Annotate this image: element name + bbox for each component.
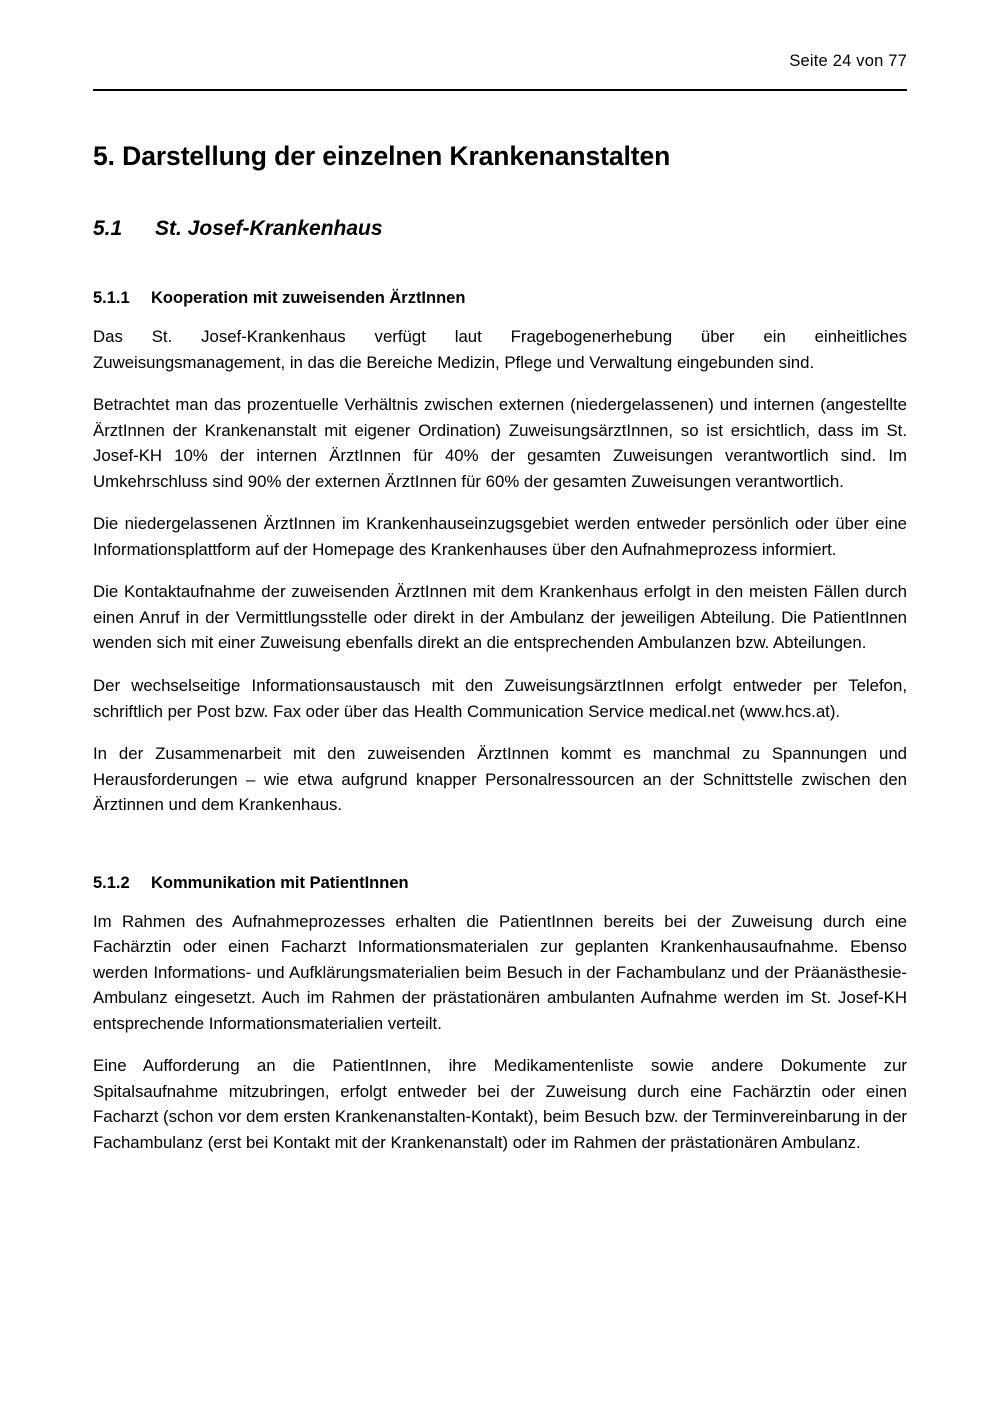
subsection-heading-512 bbox=[93, 874, 907, 893]
paragraph: Eine Aufforderung an die PatientInnen, ihre Medikamentenliste sowie andere Dokumente zur Spitalsaufnahme mitzubringen, erfolgt entweder bei der Zuweisung durch eine Fachärztin oder einen Facharzt (schon vor dem ersten Krankenanstalten-Kontakt), beim Besuch bzw. der Terminvereinbarung in der Fachambulanz (erst bei Kontakt mit der Krankenanstalt) oder im Rahmen der prästationären Ambulanz. bbox=[93, 1056, 907, 1152]
chapter-heading: 5. Darstellung der einzelnen Krankenanstalten bbox=[93, 141, 671, 171]
document-body bbox=[93, 140, 907, 1155]
paragraph: Die Kontaktaufnahme der zuweisenden ÄrztInnen mit dem Krankenhaus erfolgt in den meisten Fällen durch einen Anruf in der Vermittlungsstelle oder direkt in der Ambulanz der jeweiligen Abteilung. Die PatientInnen wenden sich mit einer Zuweisung ebenfalls direkt an die entsprechenden Ambulanzen bzw. Abteilungen. bbox=[93, 582, 907, 653]
section-number: 5.1 bbox=[93, 217, 123, 241]
header-divider bbox=[93, 89, 907, 91]
paragraph: Der wechselseitige Informationsaustausch mit den ZuweisungsärztInnen erfolgt entweder per Telefon, schriftlich per Post bzw. Fax oder über das Health Communication Service medical.net (www.hcs.at). bbox=[93, 675, 907, 721]
paragraph: Im Rahmen des Aufnahmeprozesses erhalten die PatientInnen bereits bei der Zuweisung durch eine Fachärztin oder einen Facharzt Informationsmaterialen zur geplanten Krankenhausaufnahme. Ebenso werden Informations- und Aufklärungsmaterialien beim Besuch in der Fachambulanz und der Präanästhesie-Ambulanz eingesetzt. Auch im Rahmen der prästationären ambulanten Aufnahme werden im St. Josef-KH entsprechende Informationsmaterialien verteilt. bbox=[93, 911, 907, 1033]
section-heading bbox=[93, 217, 907, 241]
paragraph: Das St. Josef-Krankenhaus verfügt laut Fragebogenerhebung über ein einheitliches Zuweisungsmanagement, in das die Bereiche Medizin, Pflege und Verwaltung eingebunden sind. bbox=[93, 327, 907, 372]
page-number-label: Seite 24 von 77 bbox=[789, 52, 907, 70]
paragraph: In der Zusammenarbeit mit den zuweisenden ÄrztInnen kommt es manchmal zu Spannungen und Herausforderungen – wie etwa aufgrund knapper Personalressourcen an der Schnittstelle zwischen den Ärztinnen und dem Krankenhaus. bbox=[93, 744, 907, 815]
section-title-text: St. Josef-Krankenhaus bbox=[155, 217, 383, 241]
subsection-number-511: 5.1.1 bbox=[93, 289, 130, 308]
page-header bbox=[93, 52, 907, 78]
subsection-number-512: 5.1.2 bbox=[93, 873, 130, 892]
subsection-heading-511 bbox=[93, 289, 907, 308]
subsection-title-511: Kooperation mit zuweisenden ÄrztInnen bbox=[151, 289, 466, 308]
paragraph: Die niedergelassenen ÄrztInnen im Krankenhauseinzugsgebiet werden entweder persönlich oder über eine Informationsplattform auf der Homepage des Krankenhauses über den Aufnahmeprozess informiert. bbox=[93, 514, 907, 559]
subsection-title-512: Kommunikation mit PatientInnen bbox=[151, 873, 409, 892]
paragraph: Betrachtet man das prozentuelle Verhältnis zwischen externen (niedergelassenen) und internen (angestellte ÄrztInnen der Krankenanstalt mit eigener Ordination) ZuweisungsärztInnen, so ist ersichtlich, dass im St. Josef-KH 10% der internen ÄrztInnen für 40% der gesamten Zuweisungen verantwortlich sind. Im Umkehrschluss sind 90% der externen ÄrztInnen für 60% der gesamten Zuweisungen verantwortlich. bbox=[93, 395, 907, 491]
